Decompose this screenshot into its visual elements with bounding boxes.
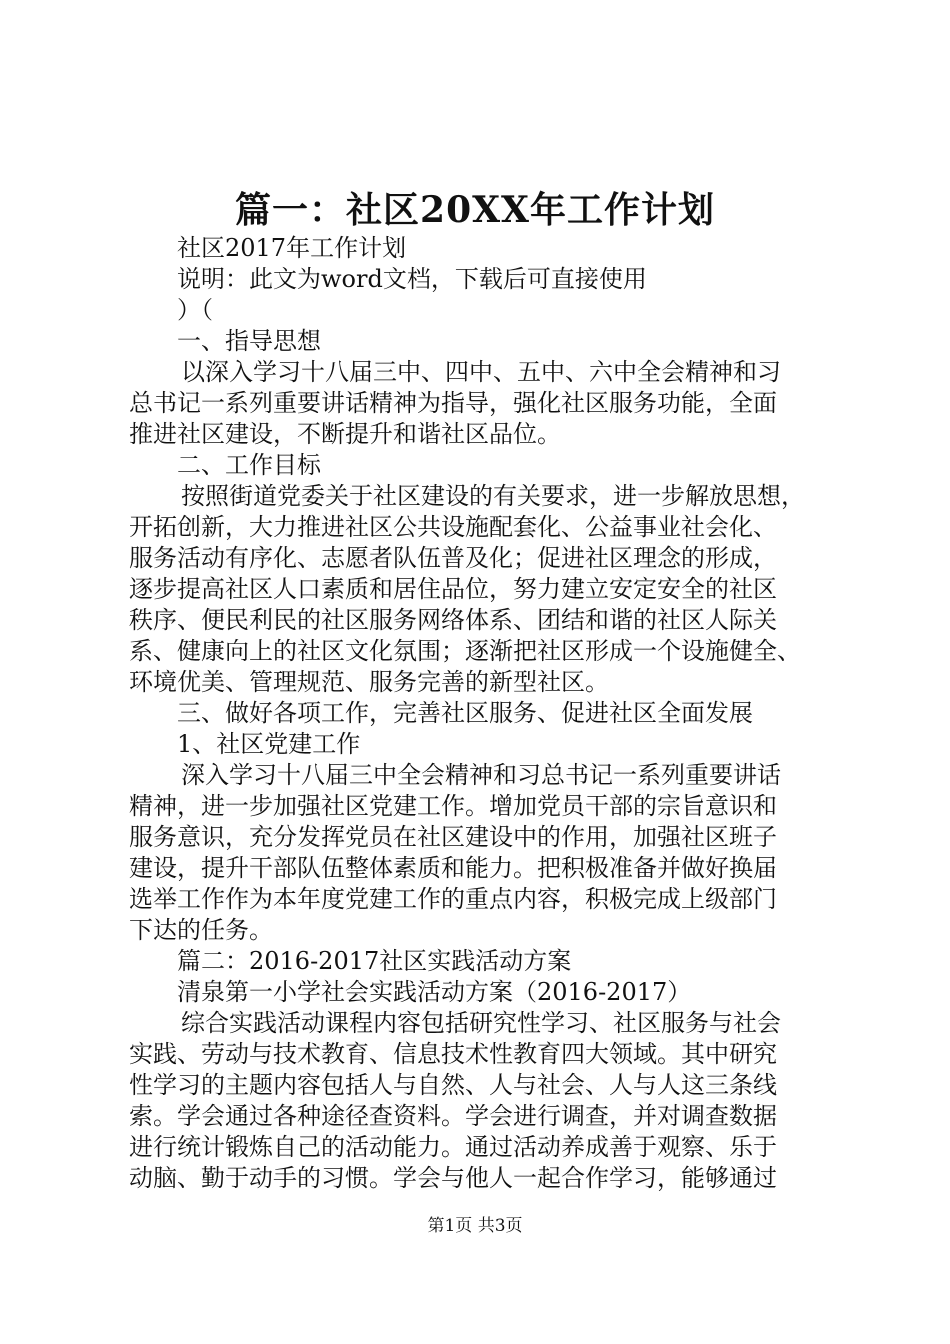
text-line: 二、工作目标 — [177, 451, 321, 479]
text-line: 社区2017年工作计划 — [177, 234, 407, 262]
text-line: 选举工作作为本年度党建工作的重点内容，积极完成上级部门 — [129, 885, 777, 913]
text-line: 服务活动有序化、志愿者队伍普及化；促进社区理念的形成， — [129, 544, 777, 572]
text-line: 精神，进一步加强社区党建工作。增加党员干部的宗旨意识和 — [129, 792, 777, 820]
text-line: 系、健康向上的社区文化氛围；逐渐把社区形成一个设施健全、 — [129, 637, 801, 665]
text-line: 综合实践活动课程内容包括研究性学习、社区服务与社会 — [181, 1009, 781, 1037]
text-line: ）（ — [177, 296, 213, 324]
text-line: 篇二：2016-2017社区实践活动方案 — [177, 947, 572, 975]
text-line: 性学习的主题内容包括人与自然、人与社会、人与人这三条线 — [129, 1071, 777, 1099]
text-line: 以深入学习十八届三中、四中、五中、六中全会精神和习 — [181, 358, 781, 386]
text-line: 开拓创新，大力推进社区公共设施配套化、公益事业社会化、 — [129, 513, 777, 541]
text-line: 下达的任务。 — [129, 916, 273, 944]
page-footer: 第1页 共3页 — [427, 1216, 523, 1236]
text-line: 三、做好各项工作，完善社区服务、促进社区全面发展 — [177, 699, 753, 727]
text-line: 一、指导思想 — [177, 327, 321, 355]
text-line: 总书记一系列重要讲话精神为指导，强化社区服务功能，全面 — [129, 389, 777, 417]
text-line: 深入学习十八届三中全会精神和习总书记一系列重要讲话 — [181, 761, 781, 789]
document-body — [129, 233, 849, 1194]
text-line: 1、社区党建工作 — [177, 730, 361, 758]
text-line: 清泉第一小学社会实践活动方案（2016-2017） — [177, 978, 692, 1006]
text-line: 秩序、便民利民的社区服务网络体系、团结和谐的社区人际关 — [129, 606, 777, 634]
text-line: 建设，提升干部队伍整体素质和能力。把积极准备并做好换届 — [129, 854, 777, 882]
document-title: 篇一：社区20XX年工作计划 — [235, 189, 715, 231]
text-line: 服务意识，充分发挥党员在社区建设中的作用，加强社区班子 — [129, 823, 777, 851]
text-line: 实践、劳动与技术教育、信息技术性教育四大领域。其中研究 — [129, 1040, 777, 1068]
text-line: 环境优美、管理规范、服务完善的新型社区。 — [129, 668, 609, 696]
text-line: 进行统计锻炼自己的活动能力。通过活动养成善于观察、乐于 — [129, 1133, 777, 1161]
text-line: 动脑、勤于动手的习惯。学会与他人一起合作学习，能够通过 — [129, 1164, 777, 1192]
text-line: 推进社区建设，不断提升和谐社区品位。 — [129, 420, 561, 448]
text-line: 说明：此文为word文档，下载后可直接使用 — [177, 265, 647, 293]
text-line: 按照街道党委关于社区建设的有关要求，进一步解放思想， — [181, 482, 805, 510]
text-line: 逐步提高社区人口素质和居住品位，努力建立安定安全的社区 — [129, 575, 777, 603]
text-line: 索。学会通过各种途径查资料。学会进行调查，并对调查数据 — [129, 1102, 777, 1130]
